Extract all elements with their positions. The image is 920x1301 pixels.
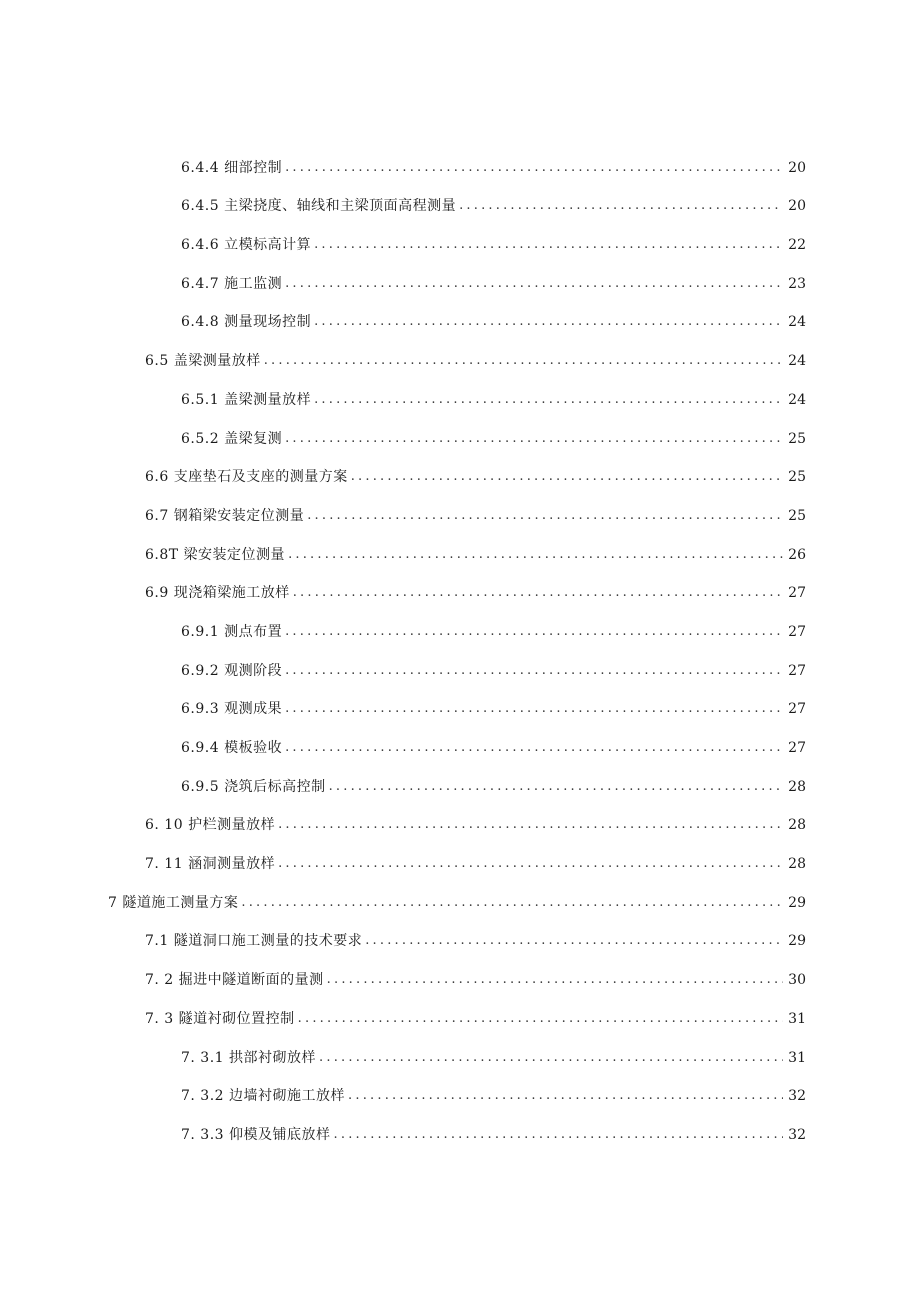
toc-page-number: 20 — [788, 159, 806, 176]
toc-dot-leader — [285, 740, 783, 756]
toc-dot-leader — [314, 392, 783, 408]
toc-entry[interactable] — [0, 727, 920, 766]
toc-page-number: 32 — [788, 1088, 806, 1105]
toc-entry[interactable] — [0, 418, 920, 457]
toc-entry[interactable] — [0, 805, 920, 844]
toc-entry-title: 6.5.1 盖梁测量放样 — [181, 391, 312, 408]
toc-page-number: 28 — [788, 817, 806, 834]
toc-entry[interactable] — [0, 340, 920, 379]
toc-page-number: 25 — [788, 507, 806, 524]
toc-entry[interactable] — [0, 998, 920, 1037]
toc-dot-leader — [314, 237, 783, 253]
toc-dot-leader — [264, 353, 783, 369]
toc-entry[interactable] — [0, 573, 920, 612]
toc-entry[interactable] — [0, 1114, 920, 1153]
toc-page-number: 23 — [788, 275, 806, 292]
toc-page-number: 27 — [788, 623, 806, 640]
toc-page-number: 31 — [788, 1010, 806, 1027]
toc-entry-title: 7.1 隧道洞口施工测量的技术要求 — [145, 933, 363, 950]
toc-entry[interactable] — [0, 186, 920, 225]
toc-dot-leader — [327, 972, 783, 988]
toc-entry[interactable] — [0, 379, 920, 418]
toc-dot-leader — [329, 779, 783, 795]
toc-dot-leader — [298, 1011, 783, 1027]
toc-entry[interactable] — [0, 263, 920, 302]
toc-entry[interactable] — [0, 959, 920, 998]
toc-entry-title: 6.5 盖梁测量放样 — [145, 353, 261, 370]
toc-page-number: 27 — [788, 701, 806, 718]
toc-entry-title: 7. 3.3 仰模及铺底放样 — [181, 1126, 331, 1143]
toc-page-number: 26 — [788, 546, 806, 563]
toc-entry[interactable] — [0, 495, 920, 534]
toc-entry-title: 6.5.2 盖梁复测 — [181, 430, 283, 447]
toc-entry-title: 6.9.1 测点布置 — [181, 623, 283, 640]
toc-page-number: 28 — [788, 856, 806, 873]
toc-dot-leader — [334, 1127, 783, 1143]
toc-dot-leader — [285, 431, 783, 447]
toc-page-number: 25 — [788, 469, 806, 486]
toc-entry-title: 6.4.8 测量现场控制 — [181, 314, 312, 331]
toc-dot-leader — [348, 1088, 783, 1104]
toc-dot-leader — [288, 547, 783, 563]
toc-page-number: 27 — [788, 740, 806, 756]
toc-entry-title: 6.9.3 观测成果 — [181, 701, 283, 718]
toc-page-number: 22 — [788, 237, 806, 254]
toc-entry[interactable] — [0, 302, 920, 341]
toc-dot-leader — [278, 856, 783, 872]
toc-dot-leader — [285, 276, 783, 292]
toc-page-number: 24 — [788, 314, 806, 331]
toc-page-number: 31 — [788, 1049, 806, 1066]
table-of-contents — [0, 147, 920, 1153]
toc-entry[interactable] — [0, 457, 920, 496]
toc-entry[interactable] — [0, 224, 920, 263]
toc-entry-title: 6. 10 护栏测量放样 — [145, 817, 276, 834]
toc-entry-title: 6.4.4 细部控制 — [181, 159, 283, 176]
toc-dot-leader — [365, 933, 783, 949]
toc-entry-title: 6.4.7 施工监测 — [181, 275, 283, 292]
toc-entry[interactable] — [0, 689, 920, 728]
toc-entry[interactable] — [0, 611, 920, 650]
toc-entry[interactable] — [0, 534, 920, 573]
toc-entry[interactable] — [0, 1076, 920, 1115]
toc-page-number: 29 — [788, 933, 806, 950]
toc-entry-title: 7 隧道施工测量方案 — [108, 894, 239, 911]
toc-dot-leader — [285, 701, 783, 717]
toc-entry-title: 7. 11 涵洞测量放样 — [145, 856, 276, 873]
toc-entry-title: 7. 3.2 边墙衬砌施工放样 — [181, 1088, 346, 1105]
toc-entry-title: 7. 2 掘进中隧道断面的量测 — [145, 972, 324, 989]
toc-entry[interactable] — [0, 147, 920, 186]
toc-entry-title: 7. 3.1 拱部衬砌放样 — [181, 1049, 317, 1066]
toc-dot-leader — [293, 585, 783, 601]
toc-dot-leader — [278, 817, 783, 833]
toc-dot-leader — [241, 895, 783, 911]
toc-entry[interactable] — [0, 766, 920, 805]
toc-dot-leader — [285, 160, 783, 176]
toc-entry-title: 6.8T 梁安装定位测量 — [145, 546, 286, 563]
toc-entry-title: 6.6 支座垫石及支座的测量方案 — [145, 469, 348, 486]
toc-dot-leader — [307, 508, 783, 524]
toc-entry[interactable] — [0, 843, 920, 882]
toc-entry[interactable] — [0, 1037, 920, 1076]
toc-entry[interactable] — [0, 650, 920, 689]
toc-page-number: 32 — [788, 1126, 806, 1143]
toc-entry-title: 6.9 现浇箱梁施工放样 — [145, 585, 290, 602]
toc-page-number: 20 — [788, 198, 806, 215]
toc-page-number: 25 — [788, 430, 806, 447]
toc-page-number: 24 — [788, 391, 806, 408]
toc-dot-leader — [285, 624, 783, 640]
toc-dot-leader — [351, 469, 783, 485]
toc-entry-title: 7. 3 隧道衬砌位置控制 — [145, 1010, 295, 1027]
toc-entry-title: 6.7 钢箱梁安装定位测量 — [145, 507, 305, 524]
toc-entry-title: 6.9.2 观测阶段 — [181, 662, 283, 679]
toc-entry-title: 6.4.6 立模标高计算 — [181, 237, 312, 254]
toc-page-number: 30 — [788, 972, 806, 989]
toc-entry-title: 6.9.4 模板验收 — [181, 740, 283, 756]
toc-entry[interactable] — [0, 921, 920, 960]
toc-page-number: 27 — [788, 662, 806, 679]
toc-entry-title: 6.4.5 主梁挠度、轴线和主梁顶面高程测量 — [181, 198, 457, 215]
toc-entry-title: 6.9.5 浇筑后标高控制 — [181, 778, 326, 795]
toc-page-number: 27 — [788, 585, 806, 602]
toc-dot-leader — [314, 314, 783, 330]
toc-page-number: 29 — [788, 894, 806, 911]
toc-dot-leader — [285, 663, 783, 679]
toc-dot-leader — [319, 1050, 783, 1066]
toc-dot-leader — [459, 198, 783, 214]
toc-page-number: 28 — [788, 778, 806, 795]
toc-entry[interactable] — [0, 882, 920, 921]
toc-page-number: 24 — [788, 353, 806, 370]
